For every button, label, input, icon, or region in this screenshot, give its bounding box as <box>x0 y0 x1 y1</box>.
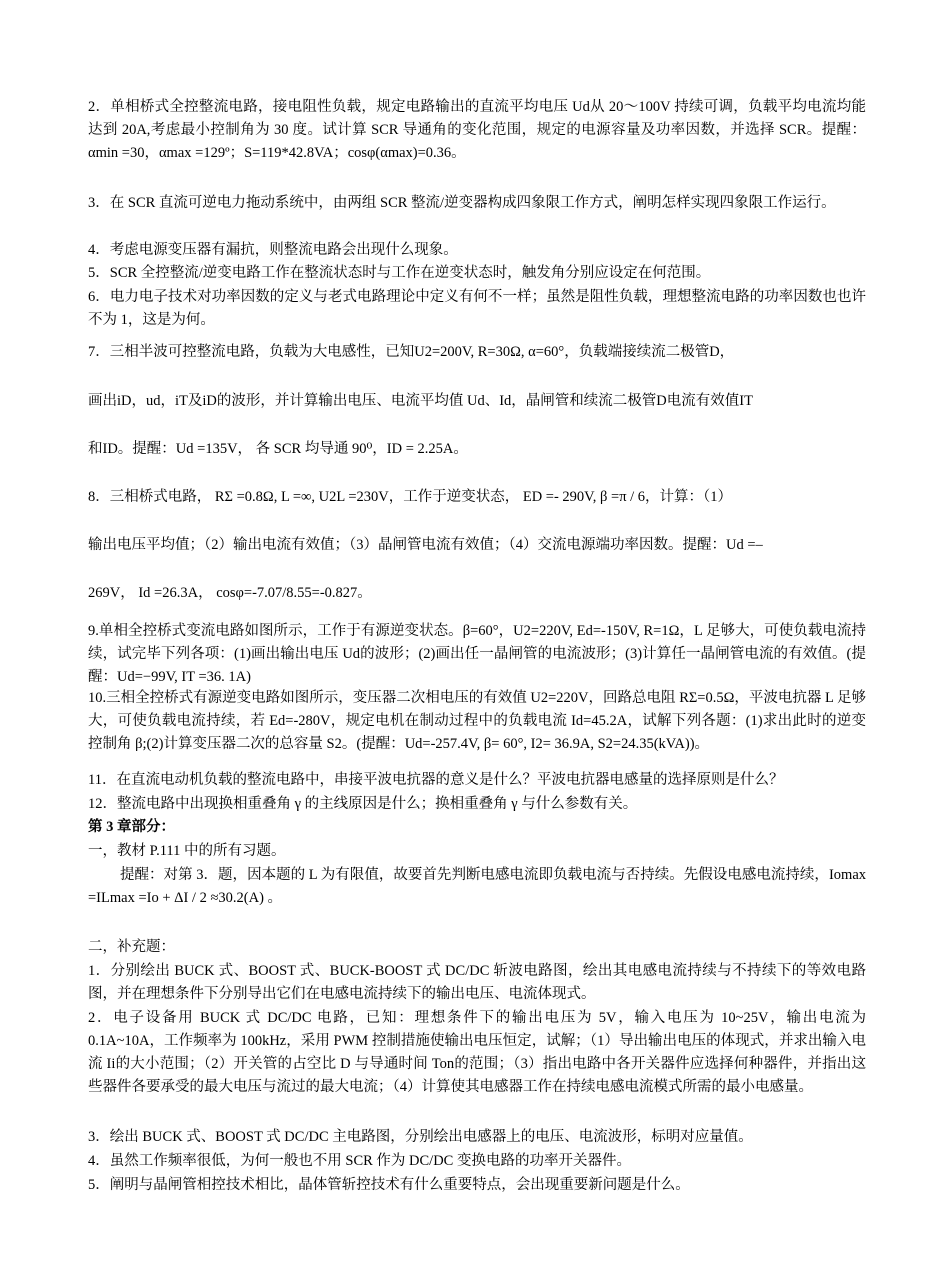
paragraph-q7-line2: 画出iD，ud，iT及iD的波形，并计算输出电压、电流平均值 Ud、Id，晶闸管和续流二极管D电流有效值IT <box>88 393 753 409</box>
supplement-q1: 1．分别绘出 BUCK 式、BOOST 式、BUCK-BOOST 式 DC/DC 斩波电路图，绘出其电感电流持续与不持续下的等效电路图，并在理想条件下分别导出它们在电感电流持续下的输出电压、电流体现式。 <box>88 963 866 1002</box>
paragraph-q9: 9.单相全控桥式变流电路如图所示，工作于有源逆变状态。β=60°，U2=220V, Ed=-150V, R=1Ω，L 足够大，可使负载电流持续，试完毕下列各项：(1)画出输出电压 Ud的波形；(2)画出任一晶闸管的电流波形；(3)计算任一晶闸管电流的有效值。(提醒：Ud=−99V, IT =36. 1A) <box>88 623 866 685</box>
paragraph-q8-line2: 输出电压平均值；（2）输出电流有效值；（3）晶闸管电流有效值；（4）交流电源端功率因数。提醒：Ud =– <box>88 537 763 553</box>
paragraph-q6: 6．电力电子技术对功率因数的定义与老式电路理论中定义有何不一样；虽然是阻性负载，理想整流电路的功率因数也也许不为 1，这是为何。 <box>88 289 866 328</box>
supplement-q2: 2．电子设备用 BUCK 式 DC/DC 电路，已知：理想条件下的输出电压为 5V，输入电压为 10~25V，输出电流为 0.1A~10A，工作频率为 100kHz，采用 PWM 控制措施使输出电压恒定，试解；（1）导出输出电压的体现式，并求出输入电流 Ii的大小范围；（2）开关管的占空比 D 与导通时间 Ton的范围；（3）指出电路中各开关器件应选择何种器件，并指出这些器件各要承受的最大电压与流过的最大电流；（4）计算使其电感器工作在持续电感电流模式所需的最小电感量。 <box>88 1010 866 1095</box>
chapter-3-heading: 第 3 章部分： <box>88 819 175 835</box>
paragraph-q8-line3: 269V， Id =26.3A， cosφ=-7.07/8.55=-0.827。 <box>88 585 372 601</box>
paragraph-q12: 12．整流电路中出现换相重叠角 γ 的主线原因是什么；换相重叠角 γ 与什么参数有关。 <box>88 796 638 812</box>
paragraph-q7-line3: 和ID。提醒：Ud =135V， 各 SCR 均导通 90⁰，ID = 2.25A。 <box>88 441 468 457</box>
paragraph-q10: 10.三相全控桥式有源逆变电路如图所示，变压器二次相电压的有效值 U2=220V，回路总电阻 RΣ=0.5Ω，平波电抗器 L 足够大，可使负载电流持续，若 Ed=-280V，规定电机在制动过程中的负载电流 Id=45.2A，试解下列各题：(1)求出此时的逆变控制角 β;(2)计算变压器二次的总容量 S2。(提醒：Ud=-257.4V, β= 60°, I2= 36.9A, S2=24.35(kVA))。 <box>88 690 866 752</box>
paragraph-q11: 11．在直流电动机负载的整流电路中，串接平波电抗器的意义是什么？平波电抗器电感量的选择原则是什么？ <box>88 772 784 788</box>
paragraph-q4: 4．考虑电源变压器有漏抗，则整流电路会出现什么现象。 <box>88 242 458 258</box>
paragraph-q5: 5．SCR 全控整流/逆变电路工作在整流状态时与工作在逆变状态时，触发角分别应设定在何范围。 <box>88 265 711 281</box>
supplement-q5: 5．阐明与晶闸管相控技术相比，晶体管斩控技术有什么重要特点，会出现重要新问题是什么。 <box>88 1177 690 1193</box>
supplement-q3: 3．绘出 BUCK 式、BOOST 式 DC/DC 主电路图，分别绘出电感器上的电压、电流波形，标明对应量值。 <box>88 1129 753 1145</box>
hint-paragraph: 提醒：对第 3．题，因本题的 L 为有限值，故要首先判断电感电流即负载电流与否持续。先假设电感电流持续，Iomax =ILmax =Io + ΔI / 2 ≈30.2(A) 。 <box>88 867 866 906</box>
paragraph-q8-line1: 8．三相桥式电路， RΣ =0.8Ω, L =∞, U2L =230V，工作于逆变状态， ED =- 290V, β =π / 6，计算：（1） <box>88 489 733 505</box>
supplement-q4: 4．虽然工作频率很低，为何一般也不用 SCR 作为 DC/DC 变换电路的功率开关器件。 <box>88 1153 631 1169</box>
section-one: 一，教材 P.111 中的所有习题。 <box>88 843 286 859</box>
paragraph-q2: 2．单相桥式全控整流电路，接电阻性负载，规定电路输出的直流平均电压 Ud从 20～100V 持续可调，负载平均电流均能达到 20A,考虑最小控制角为 30 度。试计算 SCR 导通角的变化范围，规定的电源容量及功率因数，并选择 SCR。提醒：αmin =30，αmax =129º；S=119*42.8VA；cosφ(αmax)=0.36。 <box>88 99 866 161</box>
section-two: 二，补充题： <box>88 939 175 955</box>
paragraph-q7-line1: 7．三相半波可控整流电路，负载为大电感性，已知U2=200V, R=30Ω, α=60°，负载端接续流二极管D， <box>88 344 735 360</box>
paragraph-q3: 3．在 SCR 直流可逆电力拖动系统中，由两组 SCR 整流/逆变器构成四象限工作方式，阐明怎样实现四象限工作运行。 <box>88 195 836 211</box>
